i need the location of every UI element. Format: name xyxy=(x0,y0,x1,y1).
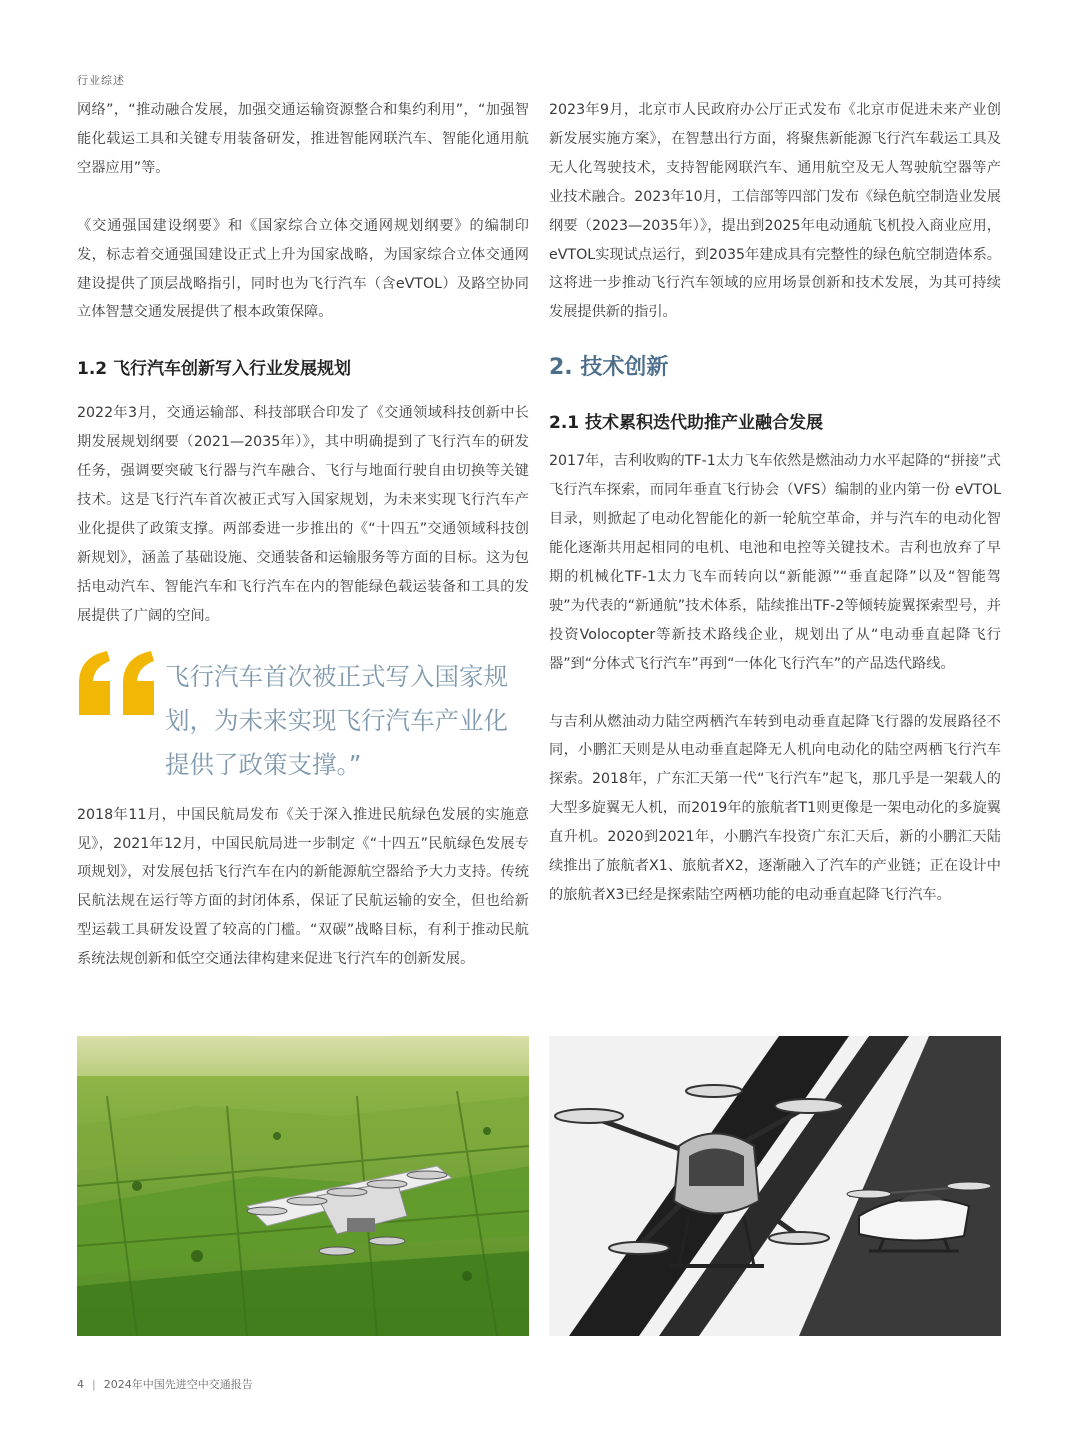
page-footer xyxy=(77,1376,253,1392)
evtol-fields-photo xyxy=(77,1036,529,1336)
left-column xyxy=(77,96,529,974)
right-column xyxy=(549,96,1001,910)
left-paragraph-2: 《交通强国建设纲要》和《国家综合立体交通网规划纲要》的编制印发，标志着交通强国建设正式上升为国家战略，为国家综合立体交通网建设提供了顶层战略指引，同时也为飞行汽车（含eVTOL）及路空协同立体智慧交通发展提供了根本政策保障。 xyxy=(77,217,529,321)
pull-quote xyxy=(77,655,529,787)
heading-2-1: 2.1 技术累积迭代助推产业融合发展 xyxy=(549,413,824,434)
right-paragraph-2: 2017年，吉利收购的TF-1太力飞车依然是燃油动力水平起降的“拼接”式飞行汽车探索，而同年垂直飞行协会（VFS）编制的业内第一份 eVTOL 目录，则掀起了电动化智能化的新一轮航空革命，并与汽车的电动化智能化逐渐共用起相同的电机、电池和电控等关键技术。吉利也放弃了早期的机械化TF-1太力飞车而转向以“新能源”“垂直起降”以及“智能驾驶”为代表的“新通航”技术体系，陆续推出TF-2等倾转旋翼探索型号，并投资Volocopter等新技术路线企业，规划出了从“电动垂直起降飞行器”到“分体式飞行汽车”再到“一体化飞行汽车”的产品迭代路线。 xyxy=(549,453,1001,672)
report-title: 2024年中国先进空中交通报告 xyxy=(103,1378,253,1391)
left-paragraph-1: 网络”，“推动融合发展，加强交通运输资源整合和集约利用”，“加强智能化载运工具和关键专用装备研发，推进智能网联汽车、智能化通用航空器应用”等。 xyxy=(77,102,529,176)
quote-mark-icon xyxy=(77,649,159,719)
right-paragraph-3: 与吉利从燃油动力陆空两栖汽车转到电动垂直起降飞行器的发展路径不同，小鹏汇天则是从电动垂直起降无人机向电动化的陆空两栖飞行汽车探索。2018年，广东汇天第一代“飞行汽车”起飞，那几乎是一架载人的大型多旋翼无人机，而2019年的旅航者T1则更像是一架电动化的多旋翼直升机。2020到2021年，小鹏汽车投资广东汇天后，新的小鹏汇天陆续推出了旅航者X1、旅航者X2，逐渐融入了汽车的产业链；正在设计中的旅航者X3已经是探索陆空两栖功能的电动垂直起降飞行汽车。 xyxy=(549,713,1001,903)
quote-text: 飞行汽车首次被正式写入国家规划，为未来实现飞行汽车产业化提供了政策支撑。” xyxy=(165,661,508,779)
page-number: 4 xyxy=(77,1378,84,1391)
right-paragraph-1: 2023年9月，北京市人民政府办公厅正式发布《北京市促进未来产业创新发展实施方案》，在智慧出行方面，将聚焦新能源飞行汽车载运工具及无人化驾驶技术，支持智能网联汽车、通用航空及无人驾驶航空器等产业技术融合。2023年10月，工信部等四部门发布《绿色航空制造业发展纲要（2023—2035年）》，提出到2025年电动通航飞机投入商业应用，eVTOL实现试点运行，到2035年建成具有完整性的绿色航空制造体系。这将进一步推动飞行汽车领域的应用场景创新和技术发展，为其可持续发展提供新的指引。 xyxy=(549,102,1001,321)
heading-1-2: 1.2 飞行汽车创新写入行业发展规划 xyxy=(77,359,352,380)
section-label: 行业综述 xyxy=(77,74,125,87)
footer-separator: | xyxy=(92,1378,96,1391)
left-paragraph-3: 2022年3月，交通运输部、科技部联合印发了《交通领域科技创新中长期发展规划纲要（2021—2035年）》，其中明确提到了飞行汽车的研发任务，强调要突破飞行器与汽车融合、飞行与地面行驶自由切换等关键技术。这是飞行汽车首次被正式写入国家规划，为未来实现飞行汽车产业化提供了政策支撑。两部委进一步推出的《“十四五”交通领域科技创新规划》，涵盖了基础设施、交通装备和运输服务等方面的目标。这为包括电动汽车、智能汽车和飞行汽车在内的智能绿色载运装备和工具的发展提供了广阔的空间。 xyxy=(77,405,529,624)
left-paragraph-4: 2018年11月，中国民航局发布《关于深入推进民航绿色发展的实施意见》，2021年12月，中国民航局进一步制定《“十四五”民航绿色发展专项规划》，对发展包括飞行汽车在内的新能源航空器给予大力支持。传统民航法规在运行等方面的封闭体系，保证了民航运输的安全，但也给新型运载工具研发设置了较高的门槛。“双碳”战略目标，有利于推动民航系统法规创新和低空交通法律构建来促进飞行汽车的创新发展。 xyxy=(77,806,529,968)
heading-2: 2. 技术创新 xyxy=(549,355,669,381)
flying-car-photo xyxy=(549,1036,1001,1336)
